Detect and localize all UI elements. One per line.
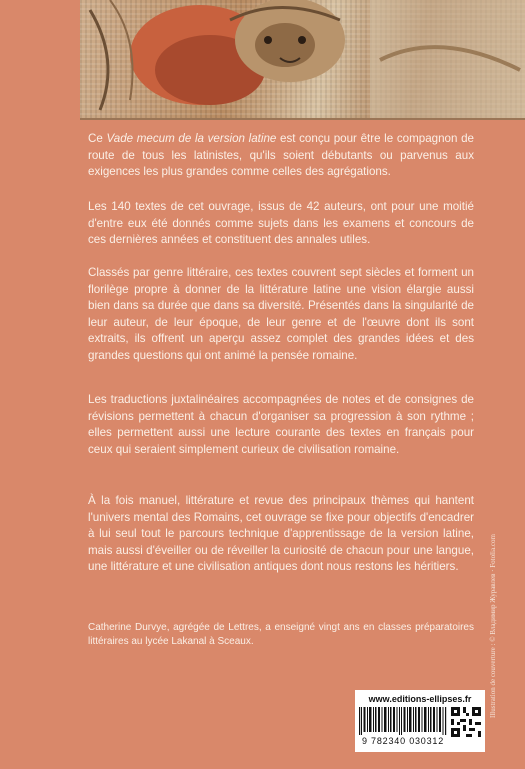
texts-paragraph: Les 140 textes de cet ouvrage, issus de 42 auteurs, ont pour une moitié d'entre eux été donnés comme sujets dans les examens et concours de ces dernières années et constituent des annales utiles. [88,200,474,247]
cover-illustration-credit: Illustration de couverture : © Владимир Журавлев · Fotolia.com [489,534,497,718]
cover-mosaic-image [80,0,525,120]
publisher-url: www.editions-ellipses.fr [368,694,472,704]
manual-paragraph: À la fois manuel, littérature et revue des principaux thèmes qui hantent l'univers mental des Romains, cet ouvrage se fixe pour objectifs d'encadrer à lui seul tout le parcours technique d'apprentissage de la version latine, mais aussi d'éveiller ou de réveiller la curiosité de chacun pour une langue, une littérature et une civilisation antiques dont nous restons les héritiers. [88,494,474,574]
isbn-digits: 9 782340 030312 [361,736,445,746]
book-title-italic: Vade mecum de la version latine [106,132,277,145]
barcode-panel [355,690,485,752]
intro-paragraph: Ce Vade mecum de la version latine est conçu pour être le compagnon de route de tous les latinistes, qu'ils soient débutants ou parvenus aux exigences les plus grandes comme celles des agrégations. [88,132,474,179]
author-bio: Catherine Durvye, agrégée de Lettres, a enseigné vingt ans en classes préparatoires littéraires au lycée Lakanal à Sceaux. [88,622,474,647]
qr-code [451,707,481,737]
isbn-barcode [359,707,449,735]
genres-paragraph: Classés par genre littéraire, ces textes couvrent sept siècles et forment un florilège propre à donner de la littérature latine une vision élargie aussi bien dans sa durée que dans sa diversité. Présentés dans la singularité de leur auteur, de leur époque, de leur genre et de l'œuvre dont ils sont extraits, ils offrent un aperçu assez complet des grandes idées et des grandes questions qui ont animé la pensée romaine. [88,266,474,362]
translations-paragraph: Les traductions juxtalinéaires accompagnées de notes et de consignes de révisions permettent à chacun d'organiser sa progression à son rythme ; elles permettent aussi une lecture courante des textes en français pour ceux qui seraient simplement curieux de civilisation romaine. [88,393,474,456]
